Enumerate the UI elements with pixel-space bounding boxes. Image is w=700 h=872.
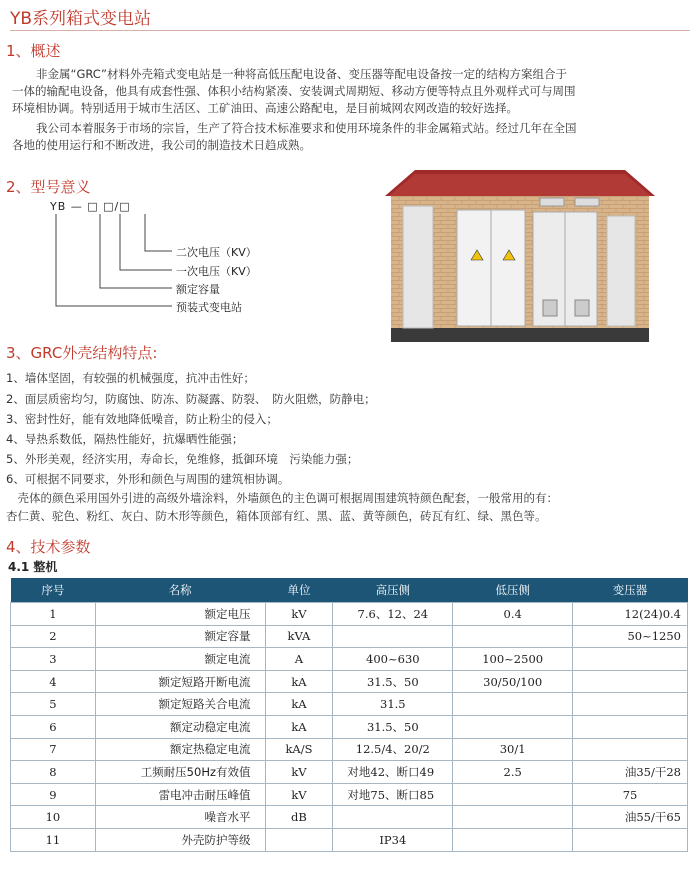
grc-feature: 2、面层质密均匀，防腐蚀、防冻、防凝露、防裂、 防火阻燃，防静电； [6, 392, 376, 406]
legend-primary-voltage: 一次电压（KV） [176, 265, 257, 278]
cell-lv: 30/50/100 [453, 670, 573, 693]
cell-name: 雷电冲击耐压峰值 [95, 783, 265, 806]
cell-name: 额定热稳定电流 [95, 738, 265, 761]
cell-index: 10 [11, 806, 96, 829]
overview-line: 各地的使用运行和不断改进，我公司的制造技术日趋成熟。 [12, 138, 311, 152]
table-header-row [11, 578, 688, 603]
col-header-name: 名称 [95, 578, 265, 603]
table-row [11, 761, 688, 784]
cell-index: 8 [11, 761, 96, 784]
section-grc-title: 3、GRC外壳结构特点: [6, 344, 158, 362]
col-header-lv-side: 低压侧 [453, 578, 573, 603]
cell-hv: 31.5 [333, 693, 453, 716]
cell-unit: dB [265, 806, 333, 829]
cell-lv [453, 625, 573, 648]
cell-hv [333, 625, 453, 648]
spec-table [10, 578, 688, 852]
grc-feature: 4、导热系数低，隔热性能好，抗爆晒性能强； [6, 432, 244, 446]
cell-hv: 对地75、断口85 [333, 783, 453, 806]
cell-transformer [573, 738, 688, 761]
overview-line: 一体的输配电设备，他具有成套性强、体积小结构紧凑、安装调式周期短、移动方便等特点且外观样式可与周围 [12, 84, 576, 98]
cell-hv: 31.5、50 [333, 670, 453, 693]
overview-paragraph-1 [12, 66, 576, 117]
cell-transformer: 油55/干65 [573, 806, 688, 829]
cell-name: 额定短路开断电流 [95, 670, 265, 693]
cell-unit: kVA [265, 625, 333, 648]
grc-feature: 1、墙体坚固，有较强的机械强度，抗冲击性好； [6, 371, 255, 385]
section-tech-title: 4、技术参数 [6, 538, 91, 556]
legend-rated-capacity: 额定容量 [176, 283, 220, 296]
overview-paragraph-2 [12, 120, 577, 154]
cell-index: 2 [11, 625, 96, 648]
cell-index: 11 [11, 828, 96, 851]
cell-lv: 2.5 [453, 761, 573, 784]
table-row [11, 806, 688, 829]
cell-lv [453, 806, 573, 829]
cell-index: 5 [11, 693, 96, 716]
grc-feature: 3、密封性好，能有效地降低噪音，防止粉尘的侵入； [6, 412, 278, 426]
table-row [11, 603, 688, 626]
overview-line: 我公司本着服务于市场的宗旨，生产了符合技术标准要求和使用环境条件的非金属箱式站。经过几年在全国 [36, 121, 577, 135]
cell-transformer [573, 670, 688, 693]
cell-transformer: 50~1250 [573, 625, 688, 648]
cell-hv: 对地42、断口49 [333, 761, 453, 784]
cell-transformer: 75 [573, 783, 688, 806]
title-divider [10, 30, 690, 31]
table-row [11, 738, 688, 761]
col-header-hv-side: 高压侧 [333, 578, 453, 603]
table-row [11, 783, 688, 806]
cell-hv: 12.5/4、20/2 [333, 738, 453, 761]
cell-unit: A [265, 648, 333, 671]
grc-feature: 5、外形美观，经济实用，寿命长，免维修，抵御环境 污染能力强； [6, 452, 359, 466]
cell-unit: kV [265, 603, 333, 626]
grc-note-line: 壳体的颜色采用国外引进的高级外墙涂料，外墙颜色的主色调可根据周围建筑特颜色配套，一般常用的有： [6, 491, 558, 505]
table-row [11, 828, 688, 851]
cell-lv [453, 693, 573, 716]
cell-transformer [573, 715, 688, 738]
cell-name: 噪音水平 [95, 806, 265, 829]
col-header-unit: 单位 [265, 578, 333, 603]
cell-name: 工频耐压50Hz有效值 [95, 761, 265, 784]
substation-photo-icon [385, 168, 655, 346]
cell-name: 额定动稳定电流 [95, 715, 265, 738]
cell-unit: kV [265, 761, 333, 784]
cell-transformer [573, 828, 688, 851]
grc-feature: 6、可根据不同要求，外形和颜色与周围的建筑相协调。 [6, 472, 290, 486]
cell-name: 额定电压 [95, 603, 265, 626]
cell-unit: kA/S [265, 738, 333, 761]
cell-lv [453, 828, 573, 851]
subsection-title: 4.1 整机 [8, 560, 58, 574]
cell-transformer [573, 693, 688, 716]
section-model-title: 2、型号意义 [6, 178, 91, 196]
cell-name: 额定电流 [95, 648, 265, 671]
table-row [11, 693, 688, 716]
section-overview-title: 1、概述 [6, 42, 61, 60]
cell-unit: kA [265, 715, 333, 738]
cell-name: 额定短路关合电流 [95, 693, 265, 716]
cell-lv: 30/1 [453, 738, 573, 761]
model-code: YB — □ □/□ [50, 200, 131, 213]
cell-index: 9 [11, 783, 96, 806]
cell-index: 6 [11, 715, 96, 738]
overview-line: 环境相协调。特别适用于城市生活区、工矿油田、高速公路配电，是目前城网农网改造的较好选择。 [12, 101, 518, 115]
grc-note-line: 杏仁黄、驼色、粉红、灰白、防木形等颜色，箱体顶部有红、黑、蓝、黄等颜色，砖瓦有红、绿、黑色等。 [6, 509, 547, 523]
cell-unit: kV [265, 783, 333, 806]
legend-prefab-substation: 预装式变电站 [176, 301, 242, 314]
table-row [11, 715, 688, 738]
cell-transformer: 油35/干28 [573, 761, 688, 784]
overview-line: 非金属“GRC”材料外壳箱式变电站是一种将高低压配电设备、变压器等配电设备按一定的结构方案组合于 [36, 67, 567, 81]
table-row [11, 670, 688, 693]
cell-hv: IP34 [333, 828, 453, 851]
cell-lv [453, 715, 573, 738]
table-row [11, 625, 688, 648]
legend-secondary-voltage: 二次电压（KV） [176, 246, 257, 259]
cell-hv: 400~630 [333, 648, 453, 671]
cell-unit: kA [265, 670, 333, 693]
cell-lv: 100~2500 [453, 648, 573, 671]
cell-index: 7 [11, 738, 96, 761]
cell-transformer: 12(24)0.4 [573, 603, 688, 626]
table-row [11, 648, 688, 671]
cell-unit [265, 828, 333, 851]
cell-lv: 0.4 [453, 603, 573, 626]
cell-name: 额定容量 [95, 625, 265, 648]
cell-name: 外壳防护等级 [95, 828, 265, 851]
cell-unit: kA [265, 693, 333, 716]
cell-index: 4 [11, 670, 96, 693]
col-header-index: 序号 [11, 578, 96, 603]
cell-lv [453, 783, 573, 806]
cell-index: 1 [11, 603, 96, 626]
cell-hv [333, 806, 453, 829]
cell-hv: 7.6、12、24 [333, 603, 453, 626]
cell-hv: 31.5、50 [333, 715, 453, 738]
cell-transformer [573, 648, 688, 671]
page-title: YB系列箱式变电站 [10, 9, 152, 29]
col-header-transformer: 变压器 [573, 578, 688, 603]
cell-index: 3 [11, 648, 96, 671]
